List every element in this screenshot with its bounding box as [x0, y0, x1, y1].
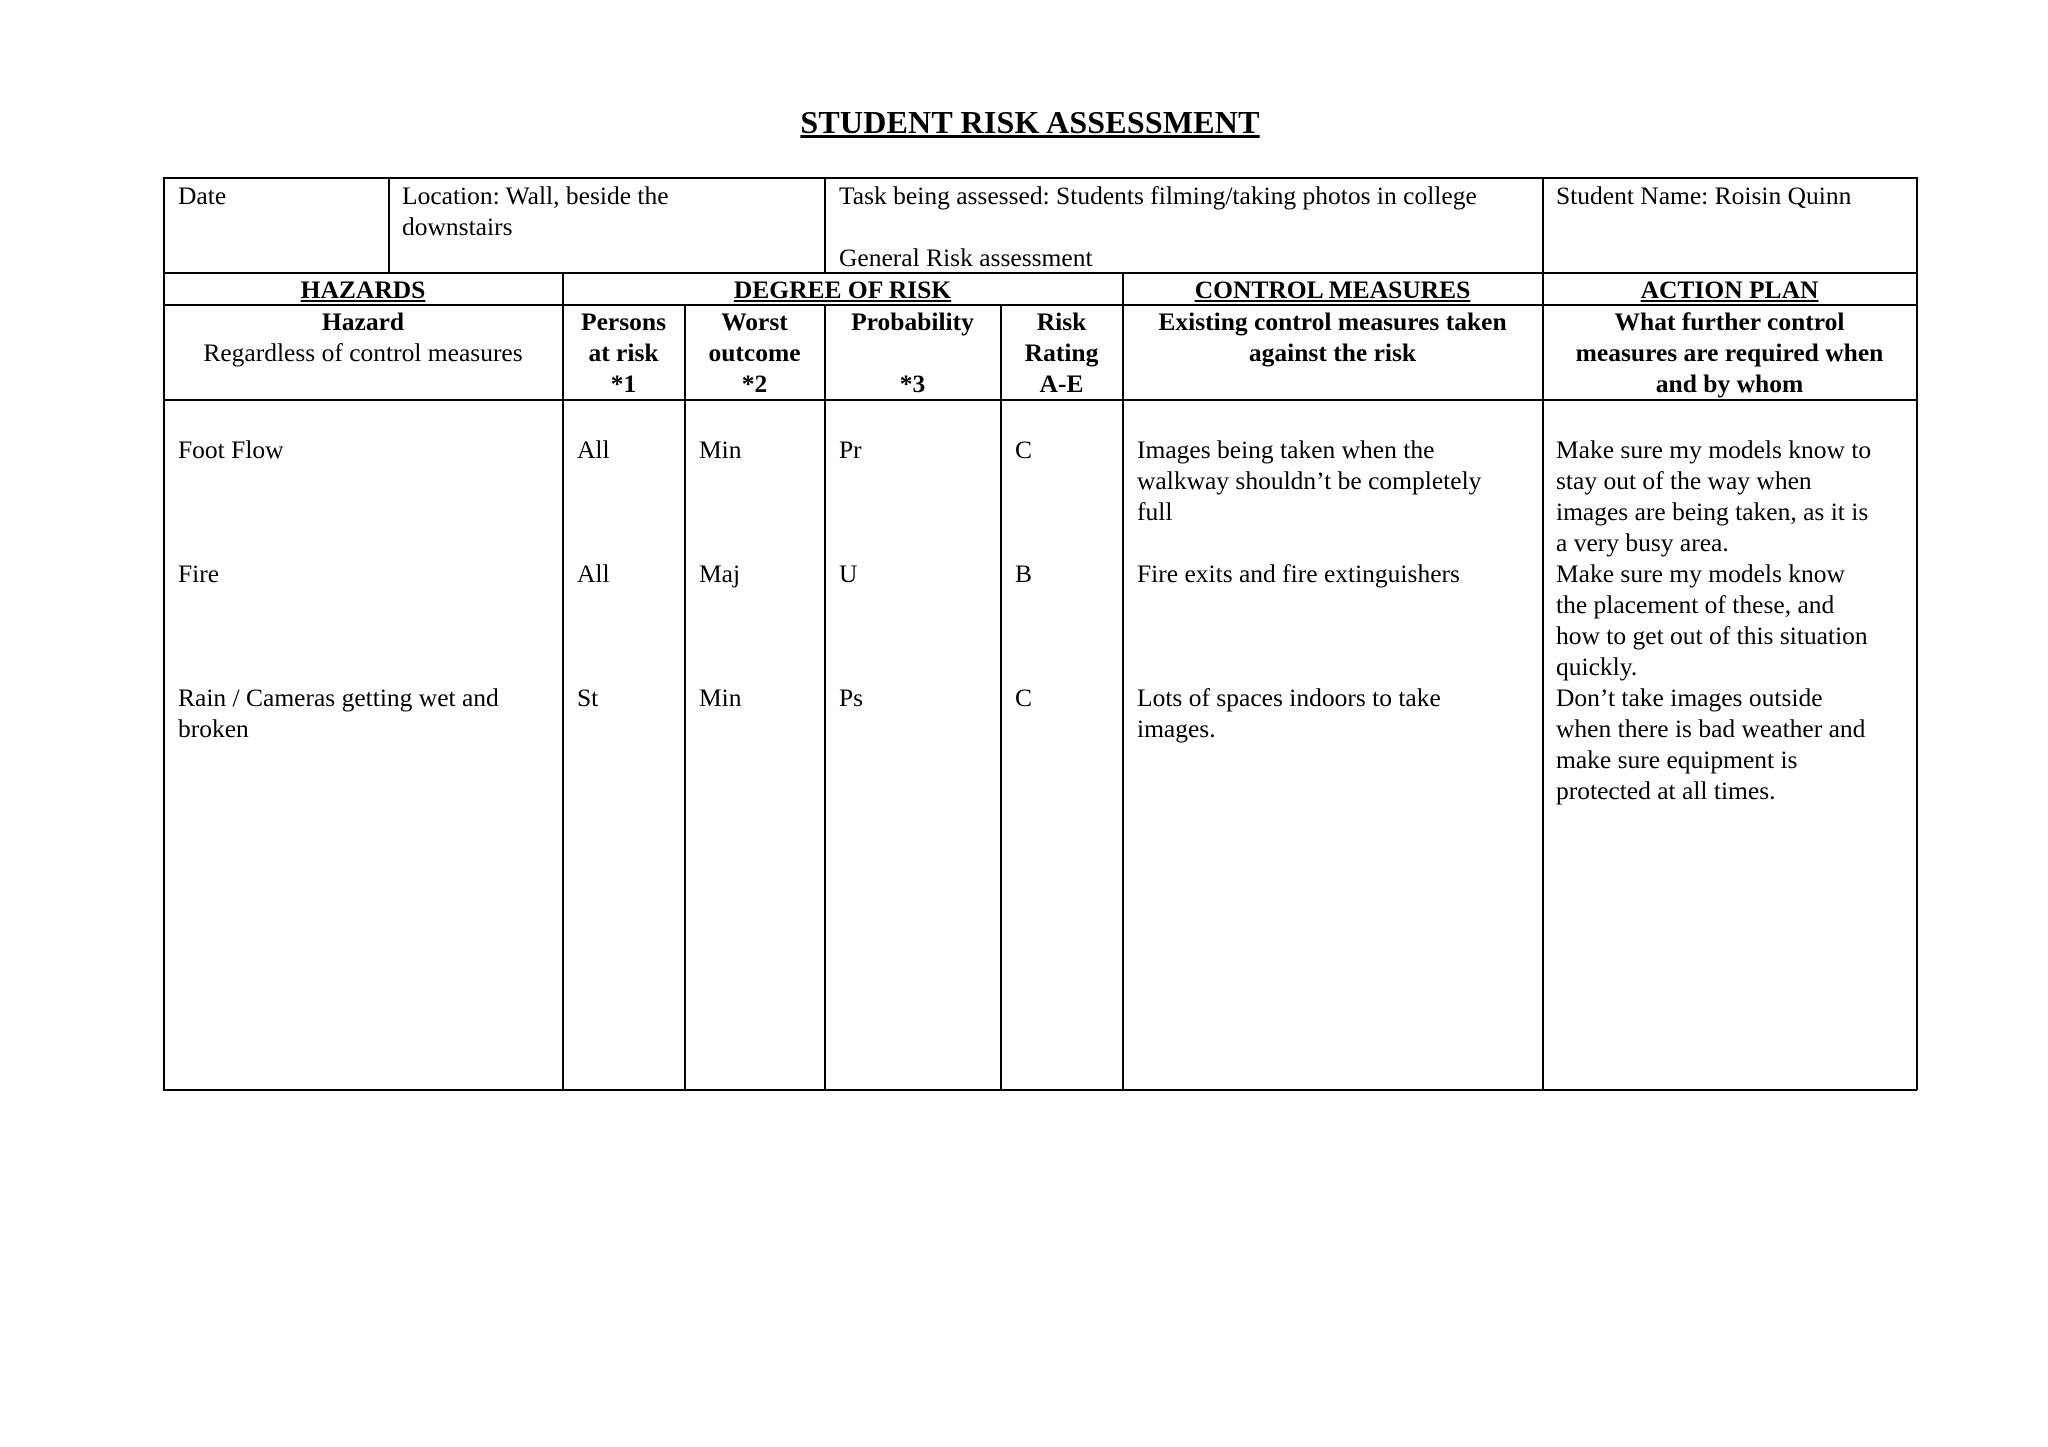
column-divider-5: [1122, 304, 1124, 1090]
row-control: Fire exits and fire extinguishers: [1137, 559, 1460, 588]
info-divider-1: [388, 177, 390, 273]
row-persons: St: [577, 683, 599, 712]
col-worst-outcome: Worst outcome *2: [708, 307, 801, 398]
row-persons: All: [577, 559, 610, 588]
row-rating: B: [1015, 559, 1033, 588]
col-control-measures: Existing control measures taken against the risk: [1158, 307, 1507, 367]
document-title: STUDENT RISK ASSESSMENT: [800, 104, 1260, 140]
student-name: Student Name: Roisin Quinn: [1556, 181, 1852, 210]
col-persons-at-risk: Persons at risk *1: [581, 307, 666, 398]
row-probability: Pr: [839, 435, 862, 464]
row-action: Don’t take images outside when there is bad weather and make sure equipment is protected at all times.: [1556, 683, 1866, 805]
col-hazard-subtitle: Regardless of control measures: [203, 338, 523, 367]
row-persons: All: [577, 435, 610, 464]
row-probability: U: [839, 559, 858, 588]
row-rating: C: [1015, 435, 1033, 464]
col-probability: Probability *3: [851, 307, 974, 398]
row-control: Images being taken when the walkway shouldn’t be completely full: [1137, 435, 1482, 526]
row-action: Make sure my models know the placement of these, and how to get out of this situation quickly.: [1556, 559, 1868, 681]
row-hazard: Rain / Cameras getting wet and broken: [178, 683, 499, 743]
section-degree-of-risk: DEGREE OF RISK: [733, 275, 952, 304]
table-border-right: [1916, 177, 1918, 1090]
date-label: Date: [178, 181, 227, 210]
column-divider-3: [824, 304, 826, 1090]
row-rating: C: [1015, 683, 1033, 712]
section-hazards: HAZARDS: [300, 275, 426, 304]
info-divider-3: [1542, 177, 1544, 273]
row-control: Lots of spaces indoors to take images.: [1137, 683, 1441, 743]
info-divider-2: [824, 177, 826, 273]
table-border-bottom: [163, 1089, 1917, 1091]
section-action-plan: ACTION PLAN: [1640, 275, 1819, 304]
task-note: General Risk assessment: [839, 243, 1093, 272]
column-divider-4: [1000, 304, 1002, 1090]
col-hazard-title: Hazard: [321, 307, 405, 336]
col-action-plan: What further control measures are required when and by whom: [1575, 307, 1884, 398]
task-text: Task being assessed: Students filming/taking photos in college: [839, 181, 1477, 210]
row-action: Make sure my models know to stay out of the way when images are being taken, as it is a very busy area.: [1556, 435, 1872, 557]
table-divider-headers: [163, 399, 1917, 401]
location-text: Location: Wall, beside the downstairs: [402, 181, 669, 241]
section-control-measures: CONTROL MEASURES: [1194, 275, 1471, 304]
column-divider-1: [562, 304, 564, 1090]
column-divider-2: [684, 304, 686, 1090]
column-divider-6: [1542, 304, 1544, 1090]
col-risk-rating: Risk Rating A-E: [1024, 307, 1099, 398]
row-hazard: Foot Flow: [178, 435, 284, 464]
row-worst: Min: [699, 683, 742, 712]
row-hazard: Fire: [178, 559, 220, 588]
row-probability: Ps: [839, 683, 864, 712]
row-worst: Maj: [699, 559, 741, 588]
row-worst: Min: [699, 435, 742, 464]
table-border-top: [163, 177, 1917, 179]
